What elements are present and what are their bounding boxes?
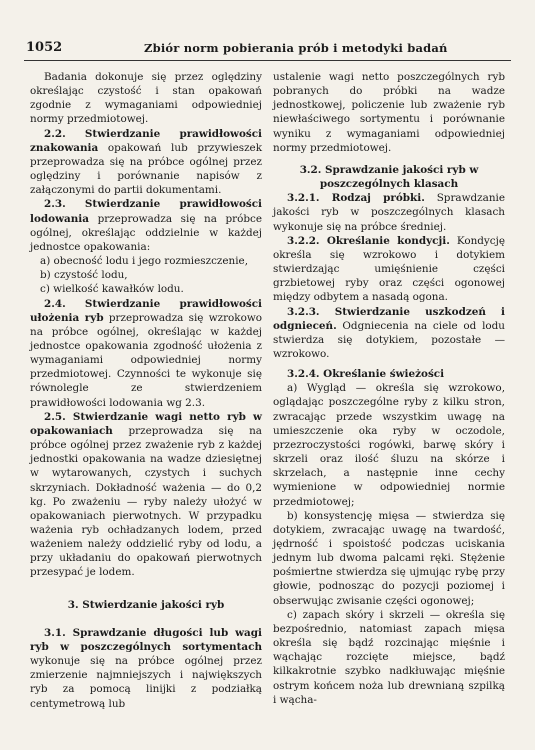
section-body: przeprowadza się wzrokowo na próbce ogólnej, określając w każdej jednostce opakowania zgodność ułożenia z wymaganiami odpowiedniej normy przedmiotowej. Czynności te wykonuje się równolegle ze stwierdzeniem prawidłowości lodowania wg 2.3.: [30, 311, 262, 409]
paragraph: ustalenie wagi netto poszczególnych ryb pobranych do próbki na wadze jednostkowej, policzenie lub zważenie ryb niewłaściwego sortymentu i porównanie wyniku z wymaganiami odpowiedniej normy przedmiotowej.: [273, 71, 505, 154]
section-3-2-2: [273, 234, 505, 305]
section-body: Odgniecenia na ciele od lodu stwierdza się dotykiem, pozostałe — wzrokowo.: [273, 319, 505, 360]
section-heading: 2.2. Stwierdzanie prawidłowości znakowania: [30, 127, 262, 154]
section-2-2: [30, 127, 262, 198]
left-column: [30, 70, 262, 711]
section-2-3: [30, 197, 262, 254]
running-title: Zbiór norm pobierania prób i metodyki badań: [144, 41, 448, 55]
section-3-1: [30, 626, 262, 711]
section-heading: 3.2.1. Rodzaj próbki.: [287, 192, 425, 205]
section-3-heading: 3. Stwierdzanie jakości ryb: [67, 598, 225, 611]
list-item: a) Wygląd — określa się wzrokowo, oglądając poszczególne ryby z kilku stron, zwracając przede wszystkim uwagę na umieszczenie oka ryby w oczodole, przezroczystości rogówki, barwę skóry i skrzeli oraz ilość śluzu na skórze i skrzelach, a następnie inne cechy wymienione w odpowiedniej normie przedmiotowej;: [273, 382, 505, 508]
list-item: b) konsystencję mięsa — stwierdza się dotykiem, zwracając uwagę na twardość, jędrność i spoistość podczas uciskania jednym lub dwoma palcami ręki. Stężenie pośmiertne stwierdza się ujmując rybę przy głowie, podnosząc do pozycji poziomej i obserwując zwisanie części ogonowej;: [273, 509, 505, 607]
page-number: 1052: [26, 40, 63, 55]
section-heading: 3.2.3. Stwierdzanie uszkodzeń i odgnieceń.: [273, 305, 505, 332]
section-heading: 2.5. Stwierdzanie wagi netto ryb w opakowaniach: [30, 410, 262, 437]
paragraph: Badania dokonuje się przez oględziny określając czystość i stan opakowań zgodnie z wymaganiami odpowiedniej normy przedmiotowej.: [30, 71, 262, 126]
list-item: c) zapach skóry i skrzeli — określa się bezpośrednio, natomiast zapach mięsa określa się bądź rozcinając mięśnie i wąchając rozcięte miejsce, bądź kilkakrotnie szybko nadkłuwając mięśnie ostrym końcem noża lub drewnianą szpilką i wącha-: [273, 608, 505, 706]
section-heading: 2.3. Stwierdzanie prawidłowości lodowania: [30, 198, 262, 225]
section-body: Kondycję określa się wzrokowo i dotykiem stwierdzając umięśnienie części grzbietowej ryby oraz części ogonowej między odbytem a nasadą ogona.: [273, 234, 505, 304]
list-item: b) czystość lodu,: [40, 269, 128, 282]
section-3-2-heading: 3.2. Sprawdzanie jakości ryb w poszczególnych klasach: [299, 163, 479, 191]
section-3-2-3: [273, 305, 505, 362]
list-item: c) wielkość kawałków lodu.: [40, 283, 184, 296]
section-heading: 2.4. Stwierdzanie prawidłowości ułożenia ryb: [30, 297, 262, 324]
section-body: wykonuje się na próbce ogólnej przez zmierzenie najmniejszych i największych ryb za pomocą linijki z podziałką centymetrową lub: [30, 655, 262, 710]
section-3-2-4: [273, 367, 505, 381]
section-body: Sprawdzanie jakości ryb w poszczególnych klasach wykonuje się na próbce średniej.: [273, 192, 505, 233]
list-item: a) obecność lodu i jego rozmieszczenie,: [40, 255, 249, 268]
running-header: [24, 40, 511, 61]
right-column: [273, 70, 505, 707]
section-heading: 3.2.2. Określanie kondycji.: [287, 234, 450, 247]
section-3-2-1: [273, 191, 505, 233]
section-2-5: [30, 410, 262, 580]
section-body: przeprowadza się na próbce ogólnej przez zważenie ryb z każdej jednostki opakowania na wadze dziesiętnej w wytarowanych, czystych i suchych skrzyniach. Dokładność ważenia — do 0,2 kg. Po zważeniu — ryby należy ułożyć w opakowaniach pierwotnych. W przypadku ważenia ryb ochładzanych lodem, przed ważeniem należy oddzielić ryby od lodu, a przy układaniu do opakowań pierwotnych przesypać je lodem.: [30, 424, 262, 579]
section-body: opakowań lub przywieszek przeprowadza się na próbce ogólnej przez oględziny i porównanie napisów z załączonymi do partii dokumentami.: [30, 141, 262, 197]
section-heading: 3.2.4. Określanie świeżości: [287, 368, 445, 381]
section-heading: 3.1. Sprawdzanie długości lub wagi ryb w poszczególnych sortymentach: [30, 626, 262, 653]
section-2-4: [30, 297, 262, 410]
section-body: przeprowadza się na próbce ogólnej, określając oddzielnie w każdej jednostce opakowania:: [30, 212, 262, 253]
